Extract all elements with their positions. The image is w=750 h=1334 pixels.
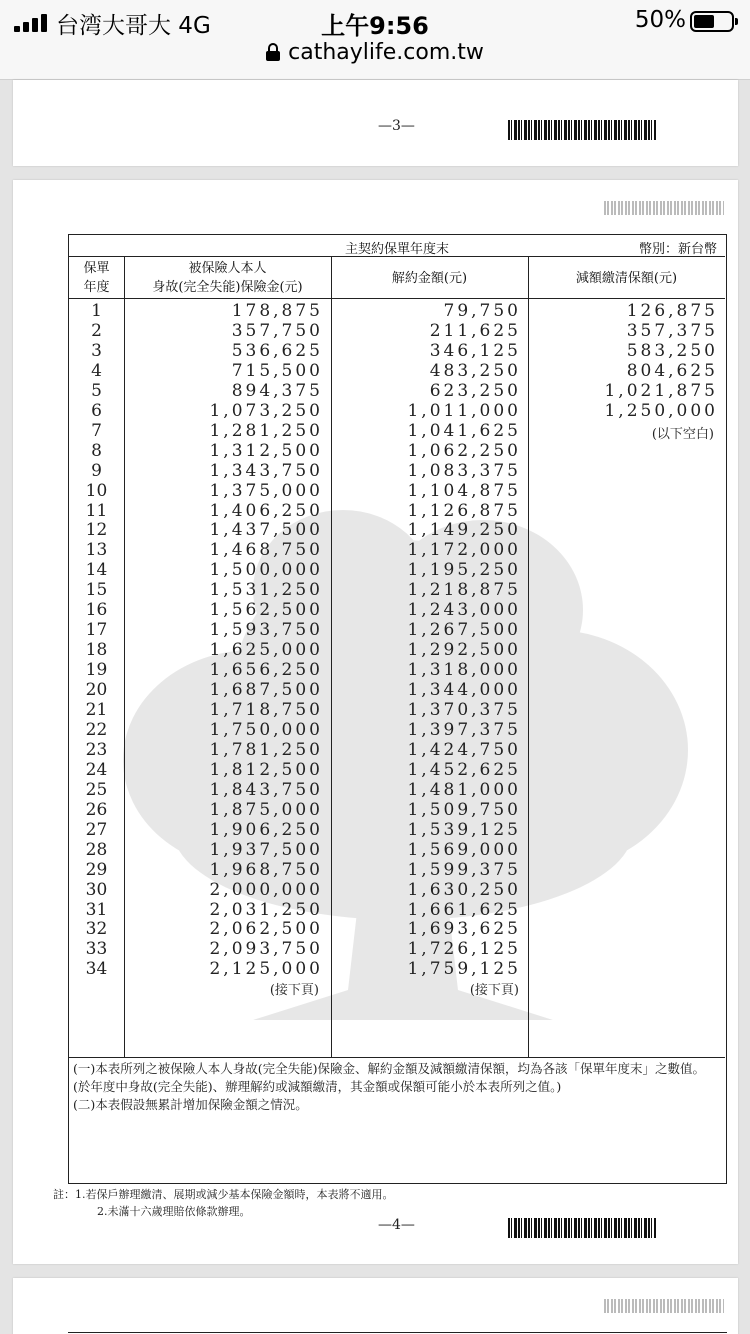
- year-cell: 7: [91, 420, 102, 441]
- col-header-death-benefit: [124, 259, 331, 297]
- surrender-value-cell: 1,267,500: [407, 620, 521, 641]
- col-header-surrender: 解約金額(元): [391, 271, 468, 286]
- surrender-value-cell: 1,693,625: [407, 919, 521, 940]
- year-cell: 15: [85, 580, 108, 601]
- year-cell: 10: [85, 480, 108, 501]
- surrender-value-cell: 1,104,875: [407, 480, 521, 501]
- year-cell: 23: [85, 739, 108, 760]
- surrender-value-cell: 1,083,375: [407, 460, 521, 481]
- surrender-value-cell: 1,318,000: [407, 660, 521, 681]
- col-header-death-line1: 被保險人本人: [188, 261, 267, 276]
- barcode: [604, 1299, 724, 1313]
- barcode: [508, 120, 656, 140]
- column-divider: [331, 257, 332, 1057]
- death-benefit-cell: 894,375: [231, 380, 323, 401]
- surrender-value-cell: 1,062,250: [407, 440, 521, 461]
- surrender-value-cell: 1,172,000: [407, 540, 521, 561]
- death-benefit-cell: 1,500,000: [209, 560, 323, 581]
- year-cell: 18: [85, 640, 108, 661]
- death-benefit-cell: 1,375,000: [209, 480, 323, 501]
- death-benefit-cell: 1,312,500: [209, 440, 323, 461]
- death-benefit-cell: 1,906,250: [209, 819, 323, 840]
- death-benefit-cell: 1,073,250: [209, 400, 323, 421]
- death-benefit-cell: 1,625,000: [209, 640, 323, 661]
- death-benefit-cell: 1,562,500: [209, 600, 323, 621]
- death-benefit-cell: 1,781,250: [209, 739, 323, 760]
- carrier-label: 台湾大哥大 4G: [56, 13, 211, 39]
- year-cell: 24: [85, 759, 108, 780]
- year-cell: 33: [85, 939, 108, 960]
- surrender-value-cell: 1,481,000: [407, 779, 521, 800]
- surrender-value-cell: 1,599,375: [407, 859, 521, 880]
- surrender-value-cell: 623,250: [429, 380, 521, 401]
- year-cell: 14: [85, 560, 108, 581]
- death-benefit-cell: 1,718,750: [209, 700, 323, 720]
- surrender-value-cell: 1,292,500: [407, 640, 521, 661]
- url-domain[interactable]: cathaylife.com.tw: [288, 40, 484, 65]
- column-divider: [124, 257, 125, 1057]
- status-bar: [0, 0, 750, 40]
- year-cell: 34: [85, 959, 108, 980]
- surrender-value-cell: 1,218,875: [407, 580, 521, 601]
- col-header-year-line1: 保單: [83, 261, 110, 276]
- death-benefit-cell: 2,093,750: [209, 939, 323, 960]
- death-benefit-cell: 1,875,000: [209, 799, 323, 820]
- surrender-value-cell: 1,424,750: [407, 739, 521, 760]
- death-benefit-cell: 1,687,500: [209, 680, 323, 701]
- barcode: [604, 201, 724, 215]
- clock: 上午9:56: [321, 12, 429, 40]
- surrender-value-cell: 1,661,625: [407, 899, 521, 920]
- surrender-value-cell: 1,041,625: [407, 420, 521, 441]
- surrender-value-cell: 1,344,000: [407, 680, 521, 701]
- col-header-year-line2: 年度: [83, 280, 110, 295]
- reduced-end-note: (以下空白): [651, 426, 714, 442]
- browser-top-bar: [0, 0, 750, 80]
- year-cell: 8: [91, 440, 102, 461]
- surrender-value-cell: 1,452,625: [407, 759, 521, 780]
- surrender-value-cell: 1,370,375: [407, 700, 521, 720]
- page-number: —3—: [378, 118, 415, 134]
- year-cell: 6: [91, 400, 102, 421]
- reduced-paidup-cell: 126,875: [626, 301, 718, 321]
- surrender-value-cell: 1,509,750: [407, 799, 521, 820]
- continued-label-surrender: (接下頁): [469, 983, 519, 998]
- url-bar[interactable]: [0, 40, 750, 76]
- death-benefit-cell: 1,843,750: [209, 779, 323, 800]
- death-benefit-cell: 178,875: [231, 301, 323, 321]
- death-benefit-cell: 2,000,000: [209, 879, 323, 900]
- year-cell: 2: [91, 320, 102, 341]
- surrender-value-cell: 1,149,250: [407, 520, 521, 541]
- surrender-value-cell: 1,126,875: [407, 500, 521, 521]
- year-cell: 1: [91, 301, 102, 321]
- death-benefit-cell: 1,468,750: [209, 540, 323, 561]
- page-number: —4—: [378, 1217, 415, 1233]
- death-benefit-cell: 536,625: [231, 340, 323, 361]
- col-header-death-line2: 身故(完全失能)保險金(元): [152, 280, 303, 295]
- table-header: [69, 257, 725, 299]
- surrender-value-cell: 346,125: [429, 340, 521, 361]
- footnote-2: 2.未滿十六歲理賠依條款辦理。: [97, 1205, 251, 1218]
- year-cell: 27: [85, 819, 108, 840]
- surrender-value-cell: 1,243,000: [407, 600, 521, 621]
- lock-icon: [266, 43, 280, 61]
- surrender-value-cell: 1,397,375: [407, 719, 521, 740]
- death-benefit-cell: 2,062,500: [209, 919, 323, 940]
- surrender-value-cell: 1,759,125: [407, 959, 521, 980]
- reduced-paidup-cell: 804,625: [626, 360, 718, 381]
- death-benefit-cell: 1,750,000: [209, 719, 323, 740]
- year-cell: 13: [85, 540, 108, 561]
- table-title: 主契約保單年度末: [344, 242, 449, 257]
- surrender-value-cell: 1,011,000: [407, 400, 521, 421]
- column-divider: [528, 257, 529, 1057]
- year-cell: 4: [91, 360, 102, 381]
- year-cell: 29: [85, 859, 108, 880]
- table-title-row: [69, 235, 725, 257]
- year-cell: 16: [85, 600, 108, 621]
- year-cell: 28: [85, 839, 108, 860]
- year-cell: 3: [91, 340, 102, 361]
- year-cell: 26: [85, 799, 108, 820]
- year-cell: 25: [85, 779, 108, 800]
- death-benefit-cell: 715,500: [231, 360, 323, 381]
- col-header-year: [69, 259, 124, 297]
- battery-icon: [690, 11, 734, 32]
- death-benefit-cell: 1,531,250: [209, 580, 323, 601]
- surrender-value-cell: 1,726,125: [407, 939, 521, 960]
- pdf-page-3: [13, 80, 738, 166]
- year-cell: 22: [85, 719, 108, 740]
- currency-label: 幣別：新台幣: [638, 242, 717, 257]
- surrender-value-cell: 1,195,250: [407, 560, 521, 581]
- pdf-page-5: [13, 1278, 738, 1334]
- year-cell: 9: [91, 460, 102, 481]
- battery-percent: 50%: [634, 7, 686, 33]
- benefit-table: [68, 234, 727, 1184]
- death-benefit-cell: 2,031,250: [209, 899, 323, 920]
- surrender-value-cell: 483,250: [429, 360, 521, 381]
- surrender-value-cell: 79,750: [443, 301, 521, 321]
- pdf-page-4: [13, 180, 738, 1264]
- footnote-1: 註：1.若保戶辦理繳清、展期或減少基本保險金額時，本表將不適用。: [53, 1188, 394, 1201]
- death-benefit-cell: 1,656,250: [209, 660, 323, 681]
- year-cell: 17: [85, 620, 108, 641]
- col-header-reduced: 減額繳清保額(元): [575, 271, 678, 286]
- death-benefit-cell: 1,937,500: [209, 839, 323, 860]
- table-top-border: [68, 1332, 727, 1333]
- year-cell: 5: [91, 380, 102, 401]
- reduced-paidup-cell: 1,021,875: [604, 380, 718, 401]
- year-cell: 12: [85, 520, 108, 541]
- year-cell: 30: [85, 879, 108, 900]
- death-benefit-cell: 1,593,750: [209, 620, 323, 641]
- death-benefit-cell: 1,812,500: [209, 759, 323, 780]
- death-benefit-cell: 2,125,000: [209, 959, 323, 980]
- death-benefit-cell: 357,750: [231, 320, 323, 341]
- surrender-value-cell: 1,539,125: [407, 819, 521, 840]
- continued-label-death: (接下頁): [269, 983, 319, 998]
- death-benefit-cell: 1,406,250: [209, 500, 323, 521]
- barcode: [508, 1218, 656, 1238]
- surrender-value-cell: 211,625: [429, 320, 521, 341]
- death-benefit-cell: 1,281,250: [209, 420, 323, 441]
- death-benefit-cell: 1,343,750: [209, 460, 323, 481]
- death-benefit-cell: 1,968,750: [209, 859, 323, 880]
- year-cell: 31: [85, 899, 108, 920]
- table-notes: [69, 1057, 725, 1182]
- reduced-paidup-cell: 1,250,000: [604, 400, 718, 421]
- reduced-paidup-cell: 583,250: [626, 340, 718, 361]
- surrender-value-cell: 1,630,250: [407, 879, 521, 900]
- death-benefit-cell: 1,437,500: [209, 520, 323, 541]
- year-cell: 11: [85, 500, 108, 521]
- year-cell: 32: [85, 919, 108, 940]
- year-cell: 21: [85, 700, 108, 720]
- note-1: (一)本表所列之被保險人本人身故(完全失能)保險金、解約金額及減額繳清保額，均為各該「保單年度末」之數值。(於年度中身故(完全失能)、辦理解約或減額繳清，其金額或保額可能小於本表所列之值。): [73, 1061, 706, 1094]
- reduced-paidup-cell: 357,375: [626, 320, 718, 341]
- year-cell: 19: [85, 660, 108, 681]
- surrender-value-cell: 1,569,000: [407, 839, 521, 860]
- note-2: (二)本表假設無累計增加保險金額之情況。: [73, 1097, 308, 1112]
- year-cell: 20: [85, 680, 108, 701]
